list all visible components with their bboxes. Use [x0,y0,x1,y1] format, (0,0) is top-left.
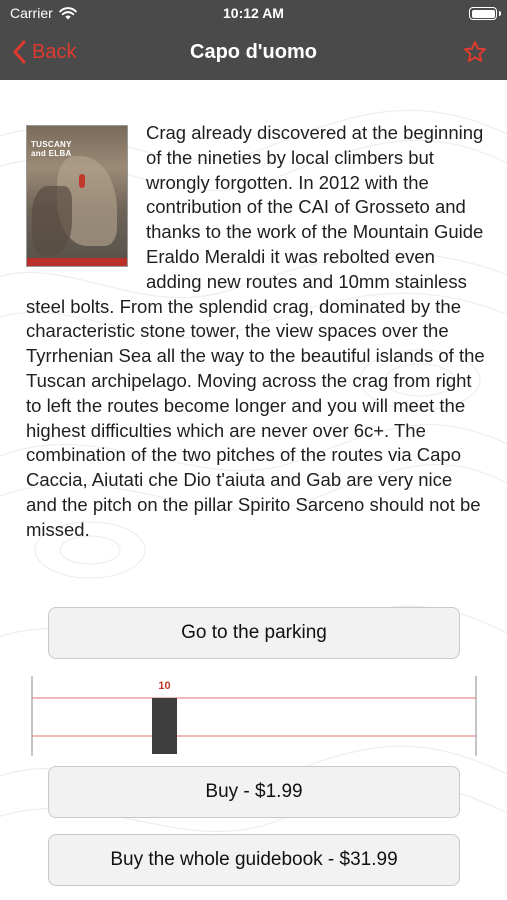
carrier-label: Carrier [10,5,53,21]
sector-detail [0,80,507,900]
grade-bar [152,698,177,754]
page-title: Capo d'uomo [190,41,317,63]
buy-guidebook-button[interactable]: Buy the whole guidebook - $31.99 [48,834,460,886]
guidebook-cover-title: TUSCANY and ELBA [31,140,72,158]
status-time: 10:12 AM [223,5,284,21]
back-label: Back [32,40,77,63]
guidebook-cover-image [26,125,128,267]
buy-sector-button[interactable]: Buy - $1.99 [48,766,460,818]
go-to-parking-button[interactable]: Go to the parking [48,607,460,659]
battery-icon [469,7,497,20]
sector-description: Crag already discovered at the beginning of the nineties by local climbers but wrongly forgotten. In 2012 with the contribution of the CAI of Grosseto and thanks to the work of the Mountain Guide Eraldo Meraldi it was rebolted even adding new routes and 10mm stainless steel bolts. From the splendid crag, dominated by the characteristic stone tower, the view spaces over the Tyrrhenian Sea all the way to the beautiful islands of the Tuscan archipelago. Moving across the crag from right to left the routes become longer and you will meet the highest difficulties which are never over 6c+. The combination of the two pitches of the routes via Capo Caccia, Aiutati che Dio t'aiuta and Gab are very nice and the pitch on the pillar Spirito Sarceno should not be missed. [26,122,485,540]
navigation-bar [0,28,507,80]
grade-distribution-chart [30,676,478,756]
status-bar [0,0,507,28]
grade-bar-label: 10 [158,680,171,692]
star-icon [463,40,487,64]
favorite-button[interactable] [463,40,487,69]
sector-description-block [26,121,486,543]
